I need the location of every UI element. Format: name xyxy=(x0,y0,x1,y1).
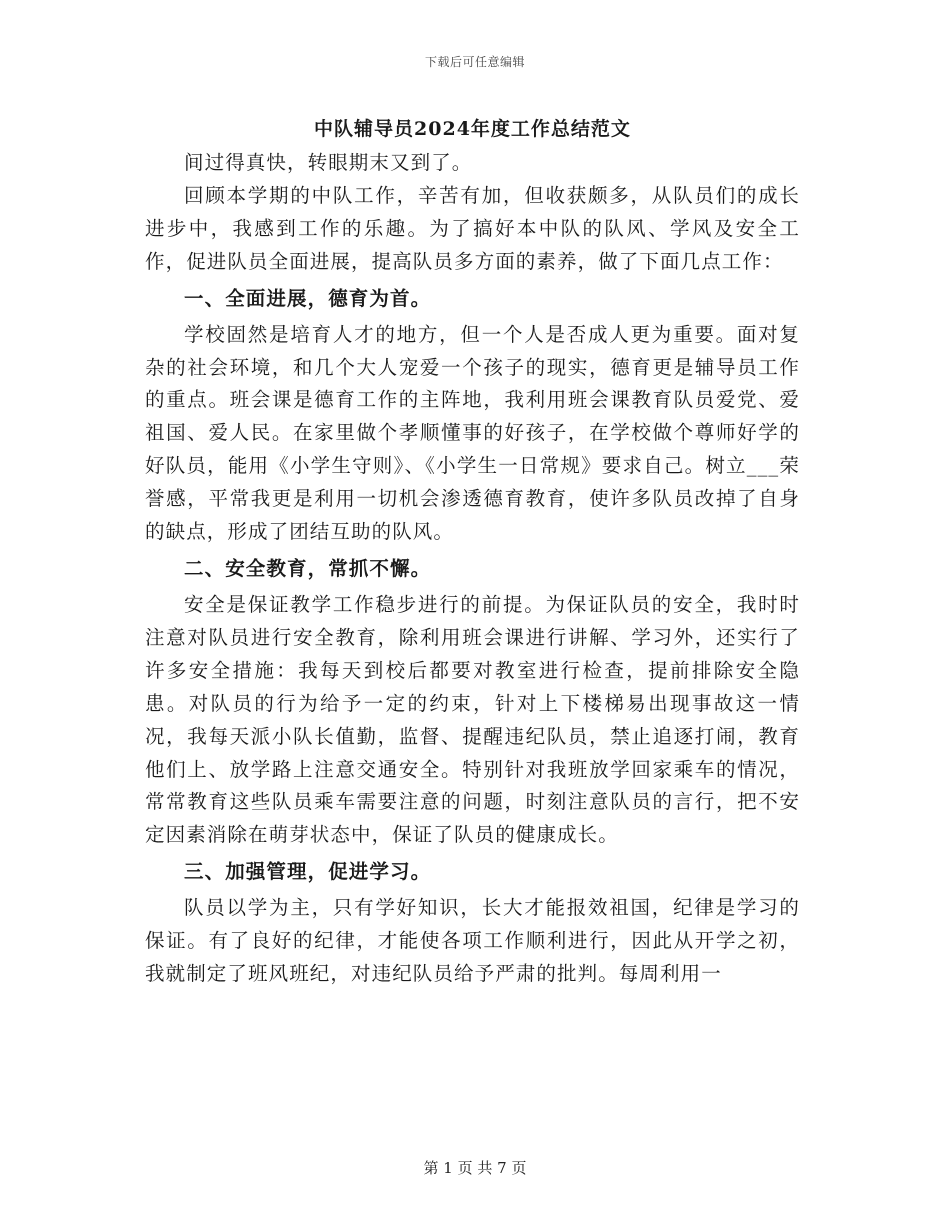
intro-paragraph-1: 间过得真快，转眼期末又到了。 xyxy=(184,151,473,174)
document-title: 中队辅导员2024年度工作总结范文 xyxy=(314,118,631,140)
page-header-note: 下载后可任意编辑 xyxy=(424,55,525,69)
section-heading-3: 三、加强管理，促进学习。 xyxy=(184,860,432,884)
page-footer-pagination: 第 1 页 共 7 页 xyxy=(423,1159,527,1177)
section-paragraph-1: 学校固然是培育人才的地方，但一个人是否成人更为重要。面对复杂的社会环境，和几个大人宠爱一个孩子的现实，德育更是辅导员工作的重点。班会课是德育工作的主阵地，我利用班会课教育队员爱党、爱祖国、爱人民。在家里做个孝顺懂事的好孩子，在学校做个尊师好学的好队员，能用《小学生守则》、《小学生一日常规》要求自己。树立___荣誉感，平常我更是利用一切机会渗透德育教育，使许多队员改掉了自身的缺点，形成了团结互助的队风。 xyxy=(145,322,800,544)
document-body xyxy=(145,111,800,991)
section-heading-1: 一、全面进展，德育为首。 xyxy=(184,286,432,310)
section-paragraph-3: 队员以学为主，只有学好知识，长大才能报效祖国，纪律是学习的保证。有了良好的纪律，才能使各项工作顺利进行，因此从开学之初，我就制定了班风班纪，对违纪队员给予严肃的批判。每周利用一 xyxy=(145,896,800,986)
section-heading-2: 二、安全教育，常抓不懈。 xyxy=(184,556,432,580)
intro-paragraph-2: 回顾本学期的中队工作，辛苦有加，但收获颇多，从队员们的成长进步中，我感到工作的乐趣。为了搞好本中队的队风、学风及安全工作，促进队员全面进展，提高队员多方面的素养，做了下面几点工作： xyxy=(145,183,800,273)
section-paragraph-2: 安全是保证教学工作稳步进行的前提。为保证队员的安全，我时时注意对队员进行安全教育，除利用班会课进行讲解、学习外，还实行了许多安全措施：我每天到校后都要对教室进行检查，提前排除安全隐患。对队员的行为给予一定的约束，针对上下楼梯易出现事故这一情况，我每天派小队长值勤，监督、提醒违纪队员，禁止追逐打闹，教育他们上、放学路上注意交通安全。特别针对我班放学回家乘车的情况，常常教育这些队员乘车需要注意的问题，时刻注意队员的言行，把不安定因素消除在萌芽状态中，保证了队员的健康成长。 xyxy=(145,592,800,847)
